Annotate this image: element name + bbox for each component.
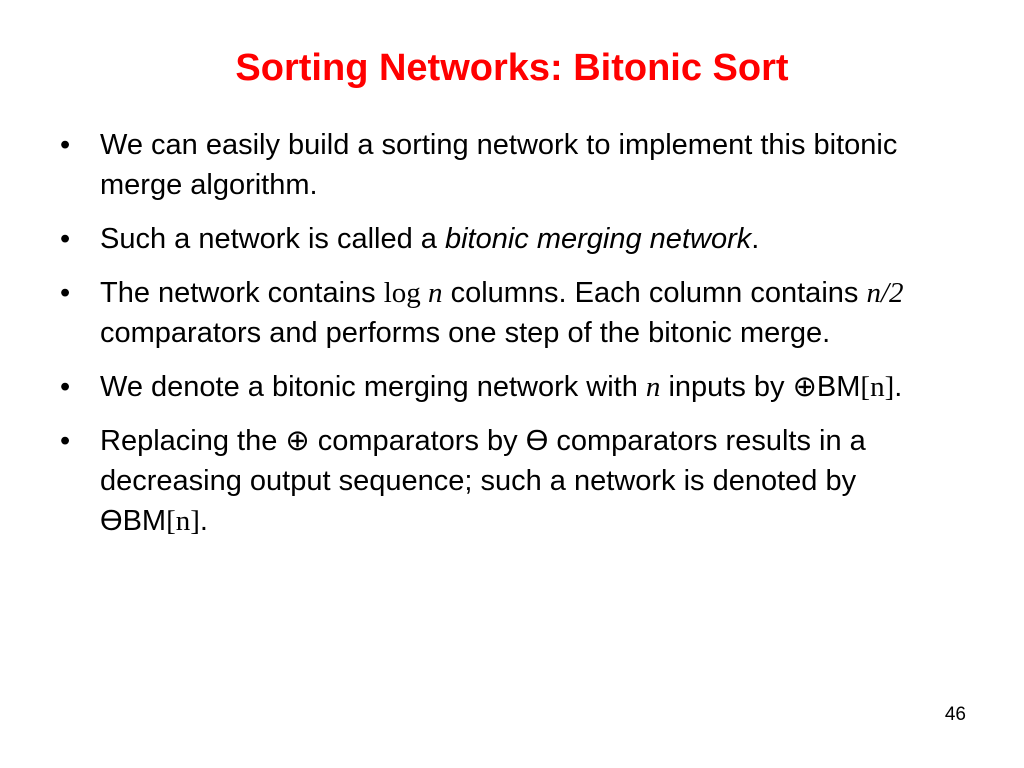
math-n-half: n/2 <box>866 277 904 309</box>
math-arg: [n] <box>860 371 895 403</box>
math-log: log <box>383 277 429 309</box>
bm-label: BM <box>816 371 861 403</box>
math-n: n <box>645 371 661 403</box>
oplus-symbol: ⊕ <box>285 425 310 457</box>
bullet-text: We denote a bitonic merging network with <box>100 371 646 403</box>
bullet-marker: • <box>60 277 71 309</box>
math-arg: [n] <box>166 505 200 537</box>
bullet-text: Replacing the <box>100 425 286 457</box>
page-number: 46 <box>944 704 966 725</box>
bullet-marker: • <box>60 425 71 457</box>
bullet-item-5 <box>52 421 972 541</box>
bullet-item-3 <box>52 273 972 353</box>
bullet-item-1 <box>52 125 972 205</box>
slide-title: Sorting Networks: Bitonic Sort <box>235 47 789 89</box>
oplus-symbol: ⊕ <box>792 371 817 403</box>
bullet-text: comparators and performs one step of the bitonic merge. <box>100 317 831 349</box>
emphasis-term: bitonic merging network <box>444 223 752 255</box>
bullet-item-4 <box>52 367 972 407</box>
bullet-marker: • <box>60 371 71 403</box>
math-n: n <box>428 277 443 309</box>
bullet-item-2 <box>52 219 972 259</box>
bm-label: BM <box>122 505 167 537</box>
bullet-text: comparators results in a decreasing output sequence; such a network is denoted by <box>100 425 866 497</box>
bullet-text: . <box>199 505 208 537</box>
bullet-text: . <box>894 371 903 403</box>
bullet-marker: • <box>60 223 71 255</box>
bullet-text: We can easily build a sorting network to implement this bitonic merge algorithm. <box>100 129 898 201</box>
bullet-marker: • <box>60 129 71 161</box>
ominus-symbol: Ө <box>100 505 123 537</box>
bullet-text: inputs by <box>660 371 793 403</box>
bullet-text: columns. Each column contains <box>442 277 867 309</box>
bullet-text: Such a network is called a <box>100 223 445 255</box>
bullet-list <box>52 125 972 555</box>
ominus-symbol: Ө <box>525 425 549 457</box>
bullet-text: . <box>751 223 760 255</box>
bullet-text: The network contains <box>100 277 384 309</box>
bullet-text: comparators by <box>309 425 526 457</box>
